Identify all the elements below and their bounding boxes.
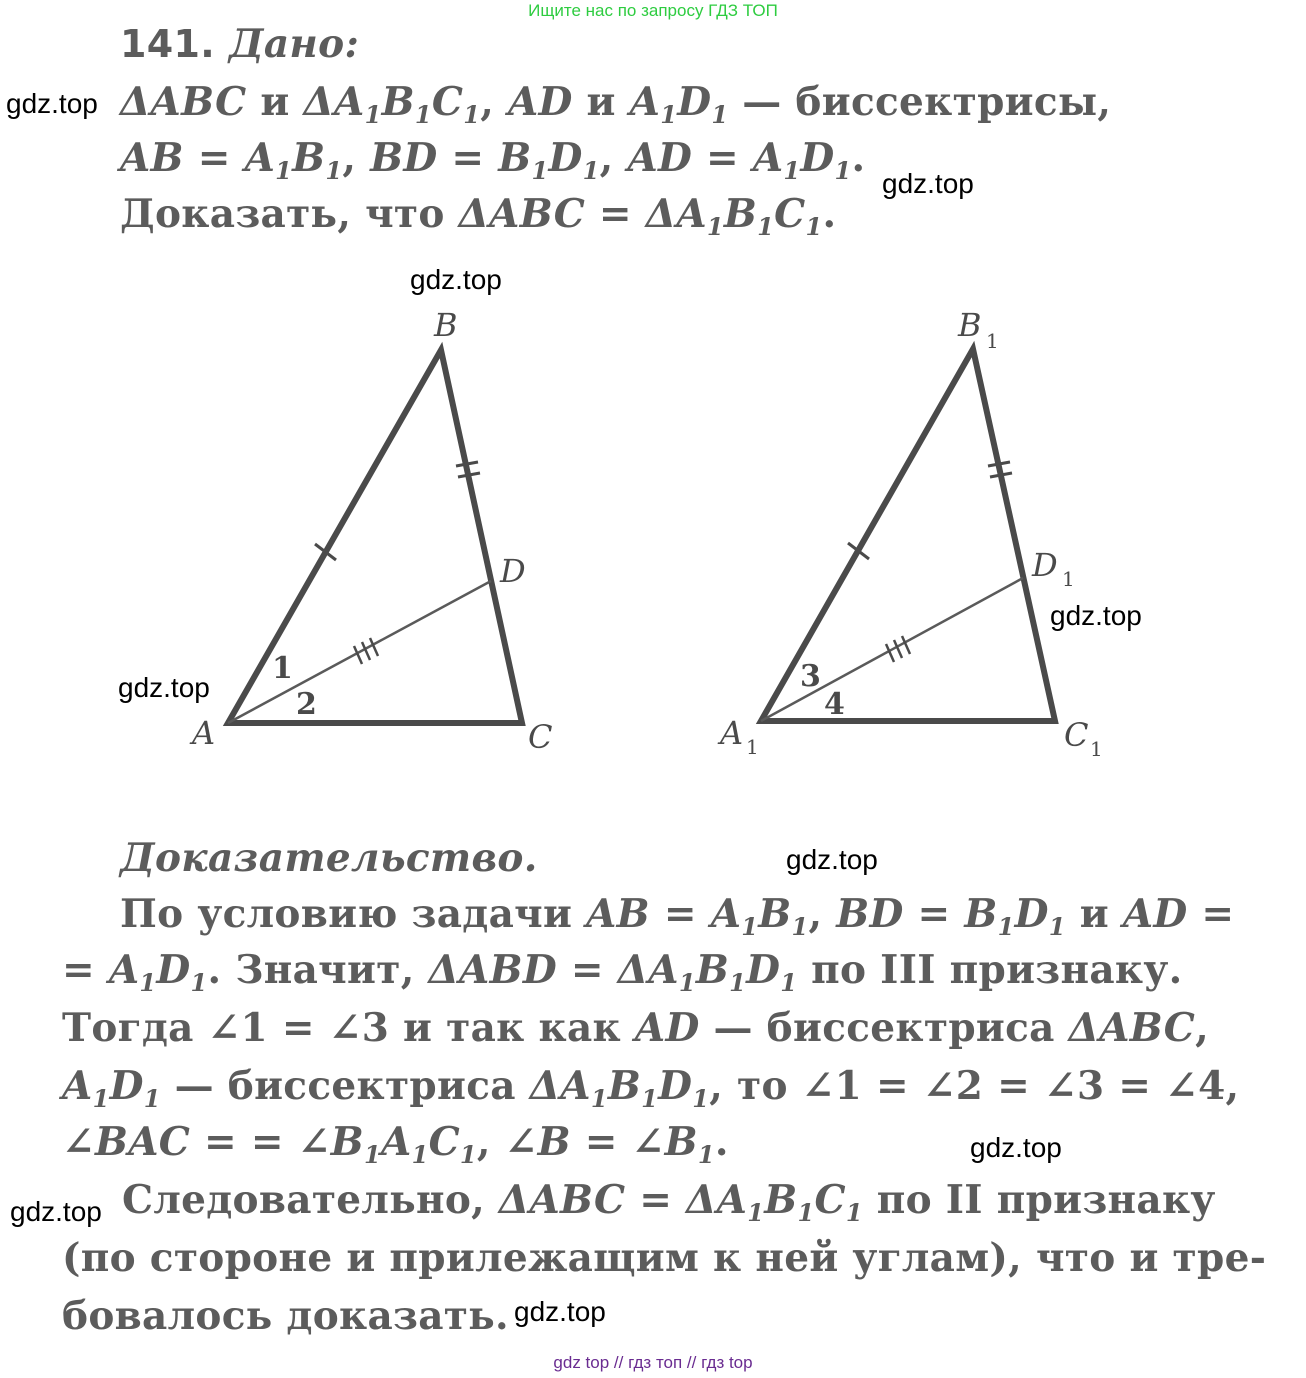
tick-bd-2 <box>458 473 480 477</box>
proof-heading-text: Доказательство. <box>120 835 538 881</box>
label-b1-sub: 1 <box>986 329 999 353</box>
search-banner: Ищите нас по запросу ГДЗ ТОП <box>528 1 778 20</box>
label-d1: D <box>1032 546 1058 584</box>
proof-line-4: $A_1D_1$ — биссектриса $\Delta A_1B_1D_1$, то ∠1 = ∠2 = ∠3 = ∠4, <box>62 1063 1240 1113</box>
watermark: gdz.top <box>514 1296 606 1327</box>
label-a1: A <box>720 714 744 752</box>
proof-line-7 <box>62 1234 1266 1282</box>
tick-bd-1 <box>456 462 478 466</box>
proof-l6-a: Следовательно, <box>122 1177 486 1223</box>
label-c1-sub: 1 <box>1090 737 1103 761</box>
proof-l8: бовалось доказать. <box>62 1293 509 1339</box>
label-b1: B <box>958 306 982 344</box>
label-a: A <box>192 714 216 752</box>
proof-l3-b: и так как <box>403 1005 622 1051</box>
proof-line-3: Тогда ∠1 = ∠3 и так как AD — биссектриса ΔABC, <box>62 1005 1209 1051</box>
label-c: C <box>528 718 553 756</box>
to-prove-line: Доказать, что $\Delta ABC = \Delta A_1B_1C_1$. <box>120 191 837 241</box>
given-label: Дано: <box>228 21 360 67</box>
watermark: gdz.top <box>118 672 210 703</box>
given-conj-2: и <box>586 79 616 125</box>
triangle-a1b1c1 <box>717 306 1103 761</box>
proof-line-5: ∠BAC = = $\angle B_1A_1C_1$, ∠B = $\angle B_1$. <box>62 1119 729 1169</box>
label-a1-sub: 1 <box>746 735 759 759</box>
given-text: биссектрисы, <box>795 79 1112 125</box>
label-c1: C <box>1064 716 1089 754</box>
footer-links[interactable]: gdz top // гдз топ // гдз top <box>553 1353 753 1372</box>
problem-number: 141. <box>120 22 215 66</box>
to-prove-label: Доказать, что <box>120 191 445 237</box>
proof-l1-a: По условию задачи <box>120 891 573 937</box>
proof-l4-b: , то <box>709 1063 788 1109</box>
proof-line-1: По условию задачи AB = $A_1B_1$, BD = $B_1D_1$ и AD = <box>120 891 1235 941</box>
watermark: gdz.top <box>6 88 98 119</box>
given-line-1: ΔABC и $\Delta A_1B_1C_1$, AD и $A_1D_1$ — биссектрисы, <box>120 79 1112 129</box>
given-conj: и <box>260 79 290 125</box>
watermark: gdz.top <box>882 168 974 199</box>
triangle-abc <box>189 306 552 756</box>
proof-line-6: Следовательно, $\Delta ABC = \Delta A_1B_1C_1$ по II признаку <box>122 1177 1216 1227</box>
angle-3-label: 3 <box>800 659 821 694</box>
proof-l4-a: — биссектриса <box>174 1063 516 1109</box>
proof-l2-a: Значит, <box>235 947 415 993</box>
watermark: gdz.top <box>970 1132 1062 1163</box>
angle-1-label: 1 <box>272 651 293 686</box>
tick-b1d1-2 <box>990 473 1012 477</box>
watermark: gdz.top <box>786 844 878 875</box>
label-d: D <box>500 552 526 590</box>
tick-b1d1-1 <box>988 462 1010 466</box>
tick-a1d1-3 <box>902 636 910 654</box>
watermark: gdz.top <box>410 264 502 295</box>
watermark: gdz.top <box>10 1196 102 1227</box>
label-b: B <box>434 306 458 344</box>
watermark: gdz.top <box>1050 600 1142 631</box>
angle-4-label: 4 <box>824 687 845 722</box>
proof-l7: (по стороне и прилежащим к ней углам), что и тре- <box>62 1235 1267 1281</box>
proof-line-8 <box>62 1292 509 1340</box>
proof-l2-b: по III признаку. <box>811 947 1183 993</box>
angle-2-label: 2 <box>296 687 317 722</box>
given-line-2: AB = $A_1B_1$, BD = $B_1D_1$, AD = $A_1D_1$. <box>120 135 866 185</box>
proof-l3-a: Тогда <box>62 1005 194 1051</box>
proof-l3-c: — биссектриса <box>713 1005 1055 1051</box>
proof-line-2: = $A_1D_1$. Значит, $\Delta ABD = \Delta A_1B_1D_1$ по III признаку. <box>62 947 1183 997</box>
proof-heading <box>120 834 538 882</box>
label-d1-sub: 1 <box>1062 567 1075 591</box>
proof-l6-b: по II признаку <box>876 1177 1216 1223</box>
proof-l1-b: и <box>1079 891 1109 937</box>
